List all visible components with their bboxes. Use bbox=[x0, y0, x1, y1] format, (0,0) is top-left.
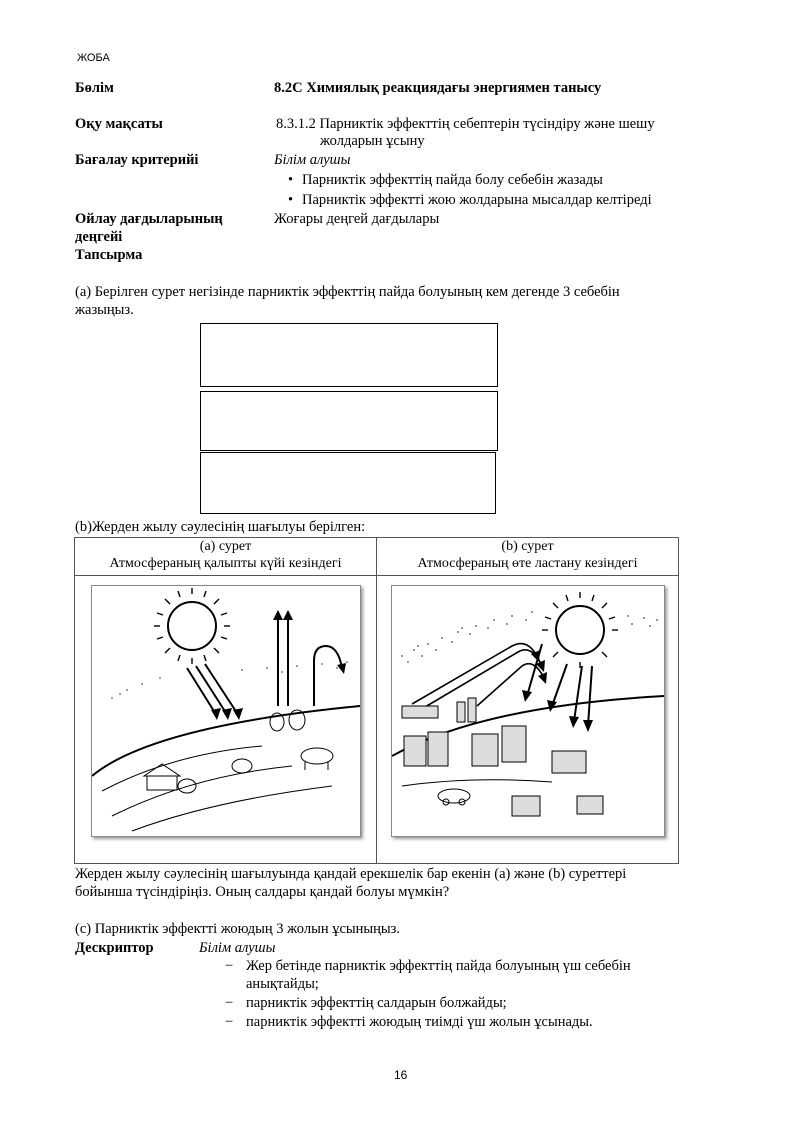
figure-b-header bbox=[377, 538, 679, 576]
draft-label: ЖОБА bbox=[77, 52, 110, 64]
task-b-question-line-1: Жерден жылу сәулесінің шағылуында қандай ерекшелік бар екенін (a) және (b) суреттері bbox=[75, 866, 627, 882]
task-c-text: (c) Парниктік эффектті жоюдың 3 жолын ұсыныңыз. bbox=[75, 921, 400, 937]
answer-box-3[interactable] bbox=[200, 452, 496, 514]
task-a-line-2: жазыңыз. bbox=[75, 302, 134, 318]
figure-a-image bbox=[91, 585, 361, 837]
figure-a-subtitle: Атмосфераның қалыпты күйі кезіндегі bbox=[109, 556, 342, 571]
figures-table bbox=[74, 537, 679, 864]
criteria-bullet-2: • bbox=[288, 192, 294, 208]
descriptor-intro: Білім алушы bbox=[199, 940, 276, 956]
section-value: 8.2С Химиялық реакциядағы энергиямен танысу bbox=[274, 80, 602, 96]
figure-b-subtitle: Атмосфераның өте ластану кезіндегі bbox=[417, 556, 638, 571]
task-label: Тапсырма bbox=[75, 247, 143, 263]
outgoing-arrowheads bbox=[273, 610, 346, 674]
sun-icon bbox=[556, 606, 604, 654]
figure-a-title: (a) сурет bbox=[199, 539, 252, 554]
criteria-label: Бағалау критерийі bbox=[75, 152, 199, 168]
dash-marker: − bbox=[225, 1014, 234, 1030]
task-b-intro: (b)Жерден жылу сәулесінің шағылуы берілген: bbox=[75, 519, 366, 535]
thinking-label-line-2: деңгейі bbox=[75, 229, 123, 245]
figure-b-image bbox=[391, 585, 665, 837]
descriptor-item-1-line-2: анықтайды; bbox=[246, 976, 319, 992]
thinking-value: Жоғары деңгей дағдылары bbox=[274, 211, 440, 227]
normal-atmosphere-drawing bbox=[92, 586, 360, 836]
answer-box-1[interactable] bbox=[200, 323, 498, 387]
trapped-rays bbox=[412, 644, 544, 710]
criteria-bullet-1: • bbox=[288, 172, 294, 188]
figure-a-header bbox=[75, 538, 377, 576]
dash-marker: − bbox=[225, 958, 234, 974]
objective-label: Оқу мақсаты bbox=[75, 116, 163, 132]
figure-b-title: (b) сурет bbox=[501, 539, 554, 554]
descriptor-label: Дескриптор bbox=[75, 940, 154, 956]
task-b-question-line-2: бойынша түсіндіріңіз. Оның салдары қандай болуы мүмкін? bbox=[75, 884, 450, 900]
figure-b-cell bbox=[377, 576, 679, 864]
answer-box-2[interactable] bbox=[200, 391, 498, 451]
pollution-layer bbox=[401, 611, 658, 663]
incoming-arrowheads bbox=[211, 708, 243, 720]
sun-rays bbox=[154, 588, 230, 664]
sun-rays bbox=[542, 592, 618, 668]
landscape-details bbox=[102, 710, 333, 831]
descriptor-item-1-line-1: Жер бетінде парниктік эффекттің пайда болуының үш себебін bbox=[246, 958, 631, 974]
task-a-line-1: (a) Берілген сурет негізінде парниктік эффекттің пайда болуының кем дегенде 3 себебін bbox=[75, 284, 620, 300]
section-label: Бөлім bbox=[75, 80, 114, 96]
figure-a-cell bbox=[75, 576, 377, 864]
criteria-item-1: Парниктік эффекттің пайда болу себебін жазады bbox=[302, 172, 603, 188]
objective-line-1: 8.3.1.2 Парниктік эффекттің себептерін түсіндіру және шешу bbox=[276, 116, 655, 132]
descriptor-item-2-line-1: парниктік эффекттің салдарын болжайды; bbox=[246, 995, 507, 1011]
dash-marker: − bbox=[225, 995, 234, 1011]
page-number: 16 bbox=[394, 1068, 408, 1082]
criteria-intro: Білім алушы bbox=[274, 152, 351, 168]
outgoing-rays bbox=[278, 616, 342, 706]
thinking-label-line-1: Ойлау дағдыларының bbox=[75, 211, 223, 227]
sun-icon bbox=[168, 602, 216, 650]
objective-line-2: жолдарын ұсыну bbox=[320, 133, 425, 149]
criteria-item-2: Парниктік эффектті жою жолдарына мысалдар келтіреді bbox=[302, 192, 652, 208]
descriptor-item-3-line-1: парниктік эффектті жоюдың тиімді үш жолын ұсынады. bbox=[246, 1014, 593, 1030]
atmosphere-dots bbox=[111, 661, 348, 699]
polluted-atmosphere-drawing bbox=[392, 586, 664, 836]
